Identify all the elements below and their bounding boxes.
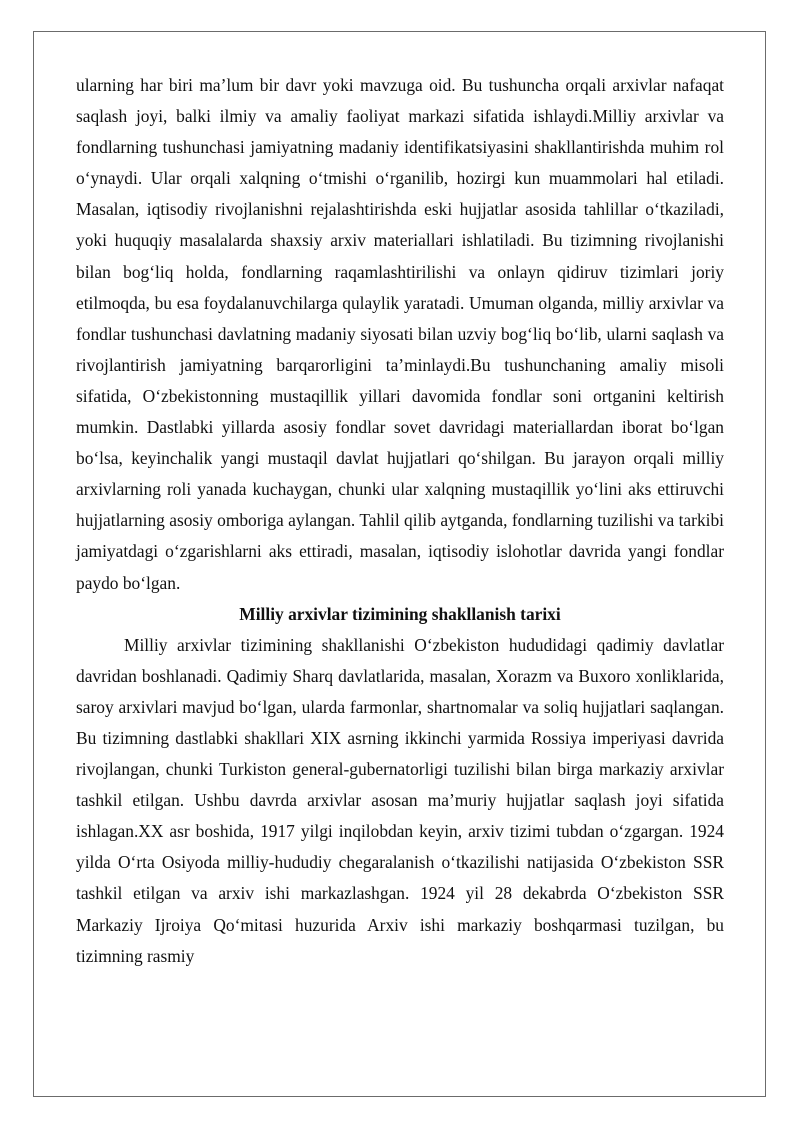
body-paragraph: Milliy arxivlar tizimining shakllanishi O‘zbekiston hududidagi qadimiy davlatlar davridan boshlanadi. Qadimiy Sharq davlatlarida, masalan, Xorazm va Buxoro xonliklarida, saroy arxivlari mavjud bo‘lgan, ularda farmonlar, shartnomalar va soliq hujjatlari saqlangan. Bu tizimning dastlabki shakllari XIX asrning ikkinchi yarmida Rossiya imperiyasi davrida rivojlangan, chunki Turkiston general-gubernatorligi tuzilishi bilan birga markaziy arxivlar tashkil etilgan. Ushbu davrda arxivlar asosan ma’muriy hujjatlar saqlash joyi sifatida ishlagan.XX asr boshida, 1917 yilgi inqilobdan keyin, arxiv tizimi tubdan o‘zgargan. 1924 yilda O‘rta Osiyoda milliy-hududiy chegaralanish o‘tkazilishi natijasida O‘zbekiston SSR tashkil etilgan va arxiv ishi markazlashgan. 1924 yil 28 dekabrda O‘zbekiston SSR Markaziy Ijroiya Qo‘mitasi huzurida Arxiv ishi markaziy boshqarmasi tuzilgan, bu tizimning rasmiy (76, 634, 724, 966)
document-body (76, 70, 724, 972)
body-paragraph: ularning har biri ma’lum bir davr yoki mavzuga oid. Bu tushuncha orqali arxivlar nafaqat saqlash joyi, balki ilmiy va amaliy faoliyat markazi sifatida ishlaydi.Milliy arxivlar va fondlarning tushunchasi jamiyatning madaniy identifikatsiyasini shakllantirishda muhim rol o‘ynaydi. Ular orqali xalqning o‘tmishi o‘rganilib, hozirgi kun muammolari hal etiladi. Masalan, iqtisodiy rivojlanishni rejalashtirishda eski hujjatlar asosida tahlillar o‘tkaziladi, yoki huquqiy masalalarda shaxsiy arxiv materiallari ishlatiladi. Bu tizimning rivojlanishi bilan bog‘liq holda, fondlarning raqamlashtirilishi va onlayn qidiruv tizimlari joriy etilmoqda, bu esa foydalanuvchilarga qulaylik yaratadi. Umuman olganda, milliy arxivlar va fondlar tushunchasi davlatning madaniy siyosati bilan uzviy bog‘liq bo‘lib, ularni saqlash va rivojlantirish jamiyatning barqarorligini ta’minlaydi.Bu tushunchaning amaliy misoli sifatida, O‘zbekistonning mustaqillik yillari davomida fondlar soni ortganini keltirish mumkin. Dastlabki yillarda asosiy fondlar sovet davridagi materiallardan iborat bo‘lgan bo‘lsa, keyinchalik yangi mustaqil davlat hujjatlari qo‘shilgan. Bu jarayon orqali milliy arxivlarning roli yanada kuchaygan, chunki ular xalqning mustaqillik yo‘lini aks ettiruvchi hujjatlarning asosiy omboriga aylangan. Tahlil qilib aytganda, fondlarning tuzilishi va tarkibi jamiyatdagi o‘zgarishlarni aks ettiradi, masalan, iqtisodiy islohotlar davrida yangi fondlar paydo bo‘lgan. (76, 75, 724, 593)
section-heading: Milliy arxivlar tizimining shakllanish tarixi (239, 603, 561, 624)
